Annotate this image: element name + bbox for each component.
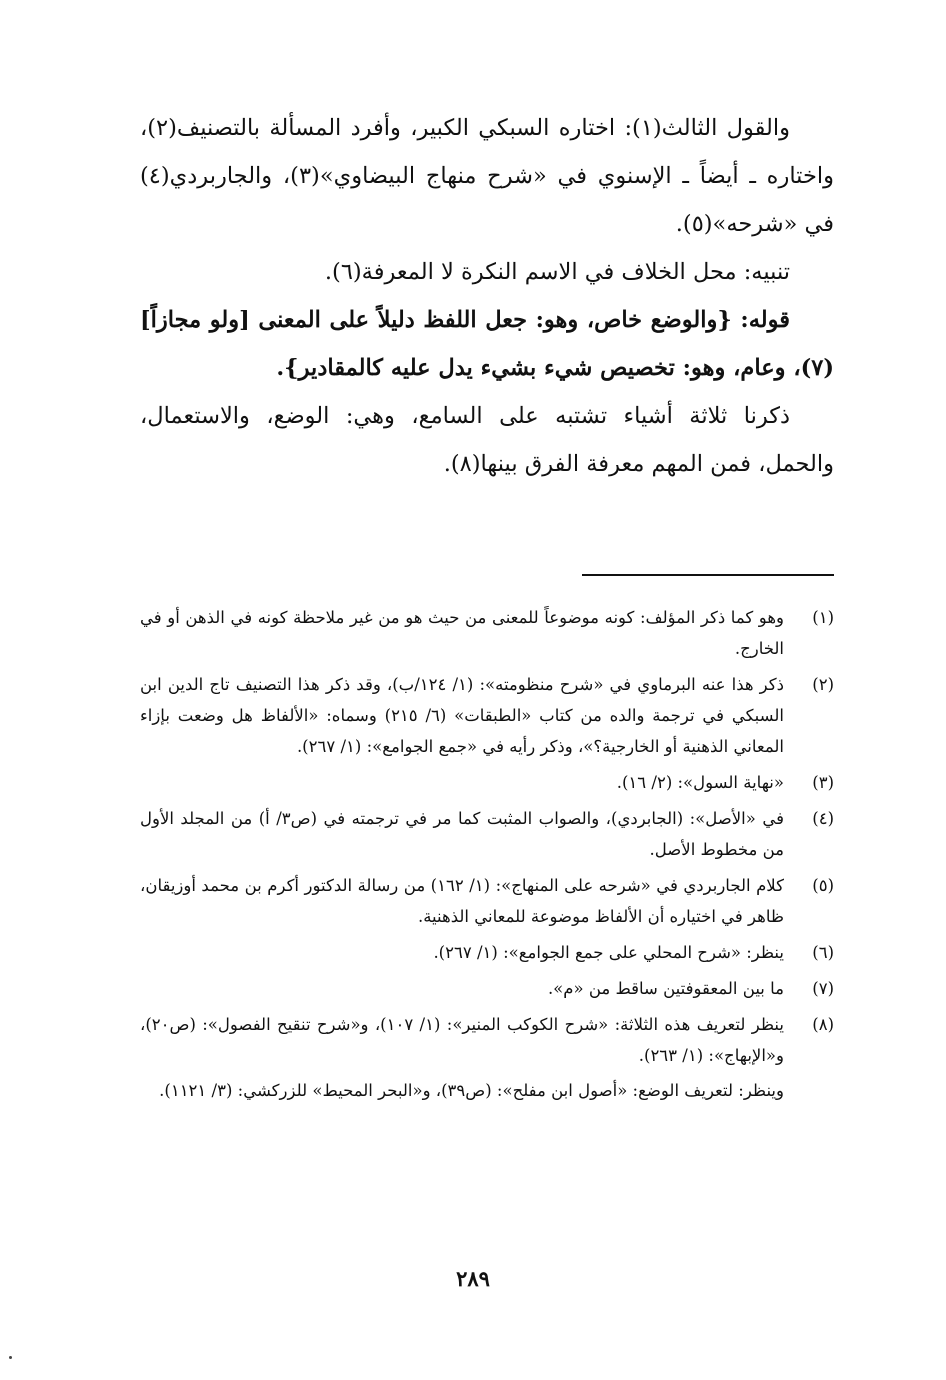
footnote-text: ينظر: «شرح المحلي على جمع الجوامع»: (١/ ٢٦٧). — [433, 943, 784, 962]
footnotes — [140, 602, 834, 1106]
main-text — [140, 104, 834, 488]
footnote-text: ذكر هذا عنه البرماوي في «شرح منظومته»: (١/ ١٢٤/ب)، وقد ذكر هذا التصنيف تاج الدين ابن السبكي في ترجمة والده من كتاب «الطبقات» (٦/ ٢١٥) وسماه: «الألفاظ هل وضعت بإزاء المعاني الذهنية أو الخارجية؟»، وذكر رأيه في «جمع الجوامع»: (١/ ٢٦٧). — [140, 675, 784, 756]
footnote-number: (٦) — [812, 943, 834, 962]
footnote-1 — [140, 602, 834, 664]
scan-speck — [9, 1356, 12, 1359]
footnote-number: (٣) — [812, 773, 834, 792]
footnote-number: (٤) — [812, 809, 834, 828]
footnote-8 — [140, 1009, 834, 1071]
footnote-text: ما بين المعقوفتين ساقط من «م». — [547, 979, 784, 998]
footnote-8-continuation: وينظر: لتعريف الوضع: «أصول ابن مفلح»: (ص٣٩)، و«البحر المحيط» للزركشي: (٣/ ١١٢١). — [159, 1081, 784, 1100]
footnote-6 — [140, 937, 834, 968]
footnote-text: ينظر لتعريف هذه الثلاثة: «شرح الكوكب المنير»: (١/ ١٠٧)، و«شرح تنقيح الفصول»: (ص٢٠)، و«الإبهاج»: (١/ ٢٦٣). — [140, 1015, 784, 1065]
paragraph-explanation: ذكرنا ثلاثة أشياء تشتبه على السامع، وهي: الوضع، والاستعمال، والحمل، فمن المهم معرفة الفرق بينها(٨). — [140, 403, 834, 477]
page-number: ٢٨٩ — [456, 1266, 490, 1291]
footnote-text: وهو كما ذكر المؤلف: كونه موضوعاً للمعنى من حيث هو من غير ملاحظة كونه في الذهن أو في الخارج. — [140, 608, 784, 658]
paragraph-note: تنبيه: محل الخلاف في الاسم النكرة لا المعرفة(٦). — [324, 259, 790, 285]
footnote-number: (١) — [812, 608, 834, 627]
footnote-4 — [140, 803, 834, 865]
paragraph-quote: قوله: {والوضع خاص، وهو: جعل اللفظ دليلاً على المعنى [ولو مجازاً](٧)، وعام، وهو: تخصيص شيء بشيء يدل عليه كالمقادير}. — [140, 307, 834, 381]
footnote-number: (٢) — [812, 675, 834, 694]
footnote-text: كلام الجاربردي في «شرحه على المنهاج»: (١/ ١٦٢) من رسالة الدكتور أكرم بن محمد أوزيقان، ظاهر في اختياره أن الألفاظ موضوعة للمعاني الذهنية. — [140, 876, 784, 926]
footnote-7 — [140, 973, 834, 1004]
footnote-number: (٨) — [812, 1015, 834, 1034]
paragraph-third-opinion: والقول الثالث(١): اختاره السبكي الكبير، وأفرد المسألة بالتصنيف(٢)، واختاره ـ أيضاً ـ الإسنوي في «شرح منهاج البيضاوي»(٣)، والجاربردي(٤) في «شرحه»(٥). — [140, 115, 834, 237]
footnote-number: (٧) — [812, 979, 834, 998]
footnote-separator — [582, 574, 834, 576]
footnote-2 — [140, 669, 834, 762]
footnote-text: في «الأصل»: (الجابردي)، والصواب المثبت كما مر في ترجمته في (ص٣/ أ) من المجلد الأول من مخطوط الأصل. — [140, 809, 784, 859]
footnote-5 — [140, 870, 834, 932]
footnote-text: «نهاية السول»: (٢/ ١٦). — [616, 773, 784, 792]
footnote-3 — [140, 767, 834, 798]
footnote-number: (٥) — [812, 876, 834, 895]
